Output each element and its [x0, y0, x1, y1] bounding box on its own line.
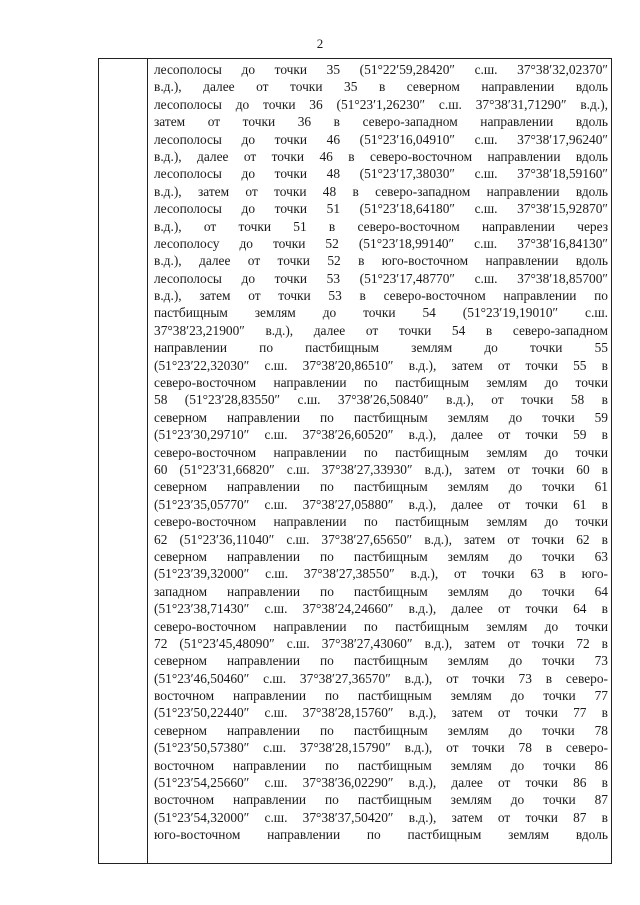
- text-line: (51°23′50,22440″ с.ш. 37°38′28,15760″ в.д.), затем от точки 77 в: [154, 705, 608, 721]
- text-line: восточном направлении по пастбищным землям до точки 86: [154, 757, 608, 773]
- text-line: восточном направлении по пастбищным землям до точки 77: [154, 688, 608, 704]
- text-line: (51°23′46,50460″ с.ш. 37°38′27,36570″ в.д.), от точки 73 в северо-: [154, 670, 608, 686]
- page-number: 2: [316, 36, 324, 51]
- text-line: в.д.), далее от точки 35 в северном направлении вдоль: [154, 79, 608, 95]
- text-line: (51°23′38,71430″ с.ш. 37°38′24,24660″ в.д.), далее от точки 64 в: [154, 601, 608, 617]
- text-line: северном направлении по пастбищным землям до точки 63: [154, 548, 608, 564]
- text-line: в.д.), затем от точки 48 в северо-западном направлении вдоль: [154, 183, 608, 199]
- text-line: (51°23′35,05770″ с.ш. 37°38′27,05880″ в.д.), далее от точки 61 в: [154, 496, 608, 512]
- text-line: лесополосы до точки 51 (51°23′18,64180″ с.ш. 37°38′15,92870″: [154, 201, 608, 217]
- text-line: восточном направлении по пастбищным землям до точки 87: [154, 792, 608, 808]
- text-line: направлении по пастбищным землям до точки 55: [154, 340, 608, 356]
- text-line: лесополосы до точки 53 (51°23′17,48770″ с.ш. 37°38′18,85700″: [154, 270, 608, 286]
- text-line: 37°38′23,21900″ в.д.), далее от точки 54 в северо-западном: [154, 322, 608, 338]
- text-line: северо-восточном направлении по пастбищным землям до точки: [154, 514, 608, 530]
- text-line: лесополосы до точки 36 (51°23′1,26230″ с.ш. 37°38′31,71290″ в.д.),: [154, 96, 608, 112]
- text-line: северо-восточном направлении по пастбищным землям до точки: [154, 618, 608, 634]
- text-line: (51°23′22,32030″ с.ш. 37°38′20,86510″ в.д.), затем от точки 55 в: [154, 357, 608, 373]
- text-line: 72 (51°23′45,48090″ с.ш. 37°38′27,43060″ в.д.), затем от точки 72 в: [154, 635, 608, 651]
- table-left-column: [99, 59, 148, 863]
- text-line: лесополосы до точки 46 (51°23′16,04910″ с.ш. 37°38′17,96240″: [154, 131, 608, 147]
- text-line: в.д.), далее от точки 46 в северо-восточном направлении вдоль: [154, 148, 608, 164]
- text-line: (51°23′50,57380″ с.ш. 37°38′28,15790″ в.д.), от точки 78 в северо-: [154, 740, 608, 756]
- text-line: лесополосы до точки 35 (51°22′59,28420″ с.ш. 37°38′32,02370″: [154, 62, 608, 77]
- text-line: 60 (51°23′31,66820″ с.ш. 37°38′27,33930″ в.д.), затем от точки 60 в: [154, 461, 608, 477]
- text-line: пастбищным землям до точки 54 (51°23′19,19010″ с.ш.: [154, 305, 608, 321]
- text-line: 62 (51°23′36,11040″ с.ш. 37°38′27,65650″ в.д.), затем от точки 62 в: [154, 531, 608, 547]
- text-line: северо-восточном направлении по пастбищным землям до точки: [154, 444, 608, 460]
- text-line: (51°23′30,29710″ с.ш. 37°38′26,60520″ в.д.), далее от точки 59 в: [154, 427, 608, 443]
- text-line: западном направлении по пастбищным землям до точки 64: [154, 583, 608, 599]
- text-line: (51°23′54,32000″ с.ш. 37°38′37,50420″ в.д.), затем от точки 87 в: [154, 809, 608, 825]
- text-line: 58 (51°23′28,83550″ с.ш. 37°38′26,50840″ в.д.), от точки 58 в: [154, 392, 608, 408]
- text-line: в.д.), от точки 51 в северо-восточном направлении через: [154, 218, 608, 234]
- text-line: юго-восточном направлении по пастбищным землям вдоль: [154, 827, 608, 843]
- text-line: (51°23′54,25660″ с.ш. 37°38′36,02290″ в.д.), далее от точки 86 в: [154, 775, 608, 791]
- text-line: лесополосы до точки 48 (51°23′17,38030″ с.ш. 37°38′18,59160″: [154, 166, 608, 182]
- text-line: северном направлении по пастбищным землям до точки 73: [154, 653, 608, 669]
- text-line: северном направлении по пастбищным землям до точки 61: [154, 479, 608, 495]
- text-line: северном направлении по пастбищным землям до точки 59: [154, 409, 608, 425]
- text-line: затем от точки 36 в северо-западном направлении вдоль: [154, 114, 608, 130]
- text-line: северном направлении по пастбищным землям до точки 78: [154, 722, 608, 738]
- table-text-column: [148, 59, 611, 863]
- text-line: в.д.), далее от точки 52 в юго-восточном направлении вдоль: [154, 253, 608, 269]
- text-line: (51°23′39,32000″ с.ш. 37°38′27,38550″ в.д.), от точки 63 в юго-: [154, 566, 608, 582]
- text-line: лесополосу до точки 52 (51°23′18,99140″ с.ш. 37°38′16,84130″: [154, 235, 608, 251]
- text-line: в.д.), затем от точки 53 в северо-восточном направлении по: [154, 288, 608, 304]
- text-line: северо-восточном направлении по пастбищным землям до точки: [154, 375, 608, 391]
- description-table: [98, 58, 612, 864]
